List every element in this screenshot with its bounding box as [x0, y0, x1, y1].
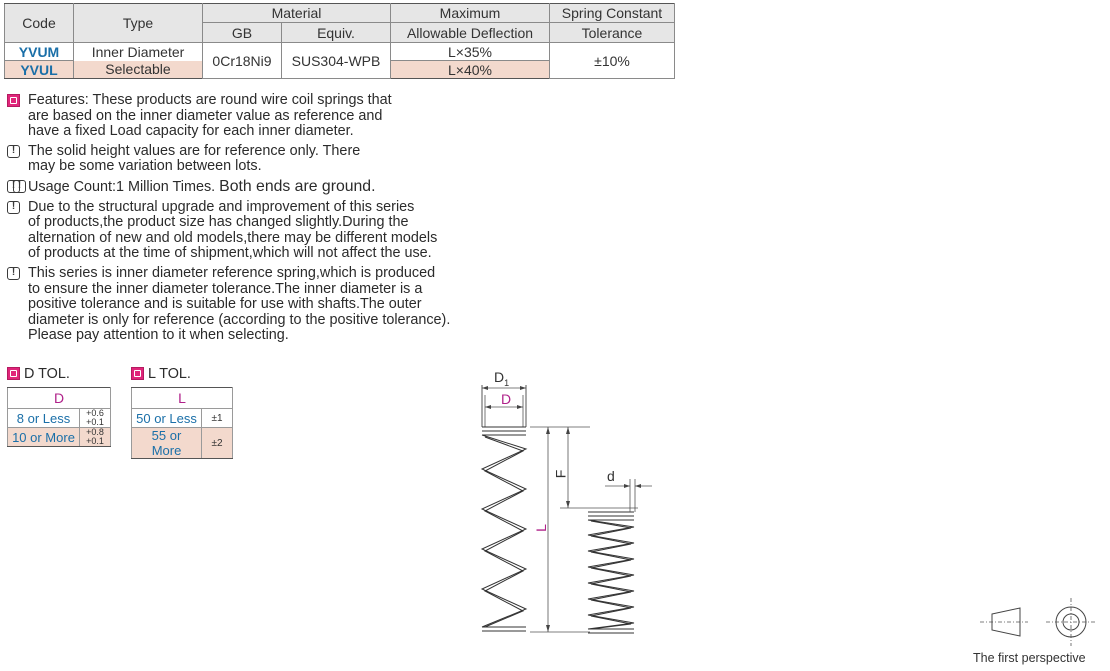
- note-reference-line: positive tolerance and is suitable for use with shafts.The outer: [28, 296, 422, 313]
- material-gb: 0Cr18Ni9: [203, 43, 282, 79]
- warning-icon: !: [7, 201, 20, 214]
- header-spring-constant-2: Tolerance: [550, 23, 675, 43]
- d-tol-value: +0.6 +0.1: [80, 409, 111, 428]
- l-tol-table: [131, 387, 233, 459]
- l-tol-label: 50 or Less: [132, 409, 202, 428]
- header-spring-constant-1: Spring Constant: [550, 4, 675, 23]
- feature-square-icon: [7, 94, 20, 107]
- note-usage-text: Usage Count:1 Million Times.: [28, 178, 216, 195]
- warning-icon: !: [7, 180, 20, 193]
- deflection-yvum: L×35%: [391, 43, 550, 61]
- header-type: Type: [74, 4, 203, 43]
- note-upgrade-line: alternation of new and old models,there may be different models: [28, 229, 438, 246]
- l-tol-header: L: [132, 388, 233, 409]
- f-label: F: [552, 469, 569, 479]
- note-features: [7, 93, 567, 140]
- feature-square-icon: [131, 367, 144, 380]
- first-angle-projection-icon: [980, 598, 1100, 648]
- code-yvul: YVUL: [5, 61, 74, 79]
- d-tol-table: [7, 387, 111, 447]
- spec-table: [4, 3, 675, 79]
- note-features-line: have a fixed Load capacity for each inner diameter.: [28, 123, 354, 140]
- note-upgrade-line: of products at the time of shipment,which will not affect the use.: [28, 245, 432, 262]
- header-gb: GB: [203, 23, 282, 43]
- free-spring: [482, 427, 526, 631]
- note-solid-height-line: The solid height values are for reference only. There: [28, 142, 361, 159]
- header-material: Material: [203, 4, 391, 23]
- wire-d-label: d: [607, 468, 615, 484]
- d-tol-value: +0.8 +0.1: [80, 428, 111, 447]
- note-ends-text: Both ends are ground.: [219, 177, 376, 195]
- notes-section: [7, 93, 567, 348]
- spring-constant-tolerance: ±10%: [550, 43, 675, 79]
- note-usage: [7, 179, 567, 196]
- header-equiv: Equiv.: [282, 23, 391, 43]
- note-reference-line: This series is inner diameter reference spring,which is produced: [28, 264, 436, 281]
- d-tol-header: D: [8, 388, 111, 409]
- l-tol-label: 55 or More: [132, 428, 202, 459]
- code-yvum: YVUM: [5, 43, 74, 61]
- compressed-spring: [588, 512, 634, 633]
- note-upgrade-line: Due to the structural upgrade and improvement of this series: [28, 198, 415, 215]
- projection-label: The first perspective: [973, 651, 1086, 665]
- d-tol-title-text: D TOL.: [24, 366, 70, 382]
- feature-square-icon: [7, 367, 20, 380]
- note-reference: [7, 266, 567, 344]
- d-tol-label: 8 or Less: [8, 409, 80, 428]
- type-line-1: Inner Diameter: [74, 43, 203, 61]
- d-label: D: [501, 391, 512, 407]
- d-tol-label: 10 or More: [8, 428, 80, 447]
- note-upgrade-line: of products,the product size has changed slightly.During the: [28, 214, 409, 231]
- note-features-line: are based on the inner diameter value as reference and: [28, 107, 383, 124]
- header-max-deflection-1: Maximum: [391, 4, 550, 23]
- d1-label: $D_1$: [494, 369, 510, 388]
- l-tol-value: ±2: [202, 428, 233, 459]
- l-tol-value: ±1: [202, 409, 233, 428]
- material-equiv: SUS304-WPB: [282, 43, 391, 79]
- l-label: L: [532, 524, 549, 532]
- warning-icon: !: [7, 267, 20, 280]
- d-tol-title: [7, 366, 70, 382]
- deflection-yvul: L×40%: [391, 61, 550, 79]
- note-solid-height-line: may be some variation between lots.: [28, 158, 262, 175]
- type-line-2: Selectable: [74, 61, 203, 79]
- header-code: Code: [5, 4, 74, 43]
- spring-drawing: [470, 365, 670, 640]
- warning-icon: !: [7, 145, 20, 158]
- l-tol-title: [131, 366, 191, 382]
- note-features-line: Features: These products are round wire coil springs that: [28, 92, 392, 108]
- note-reference-line: Please pay attention to it when selecting.: [28, 327, 289, 344]
- note-reference-line: to ensure the inner diameter tolerance.The inner diameter is a: [28, 280, 423, 297]
- note-reference-line: diameter is only for reference (according to the positive tolerance).: [28, 311, 451, 328]
- header-max-deflection-2: Allowable Deflection: [391, 23, 550, 43]
- l-tol-title-text: L TOL.: [148, 366, 191, 382]
- warning-icon: !: [13, 180, 26, 193]
- note-upgrade: [7, 200, 567, 262]
- note-solid-height: [7, 144, 567, 175]
